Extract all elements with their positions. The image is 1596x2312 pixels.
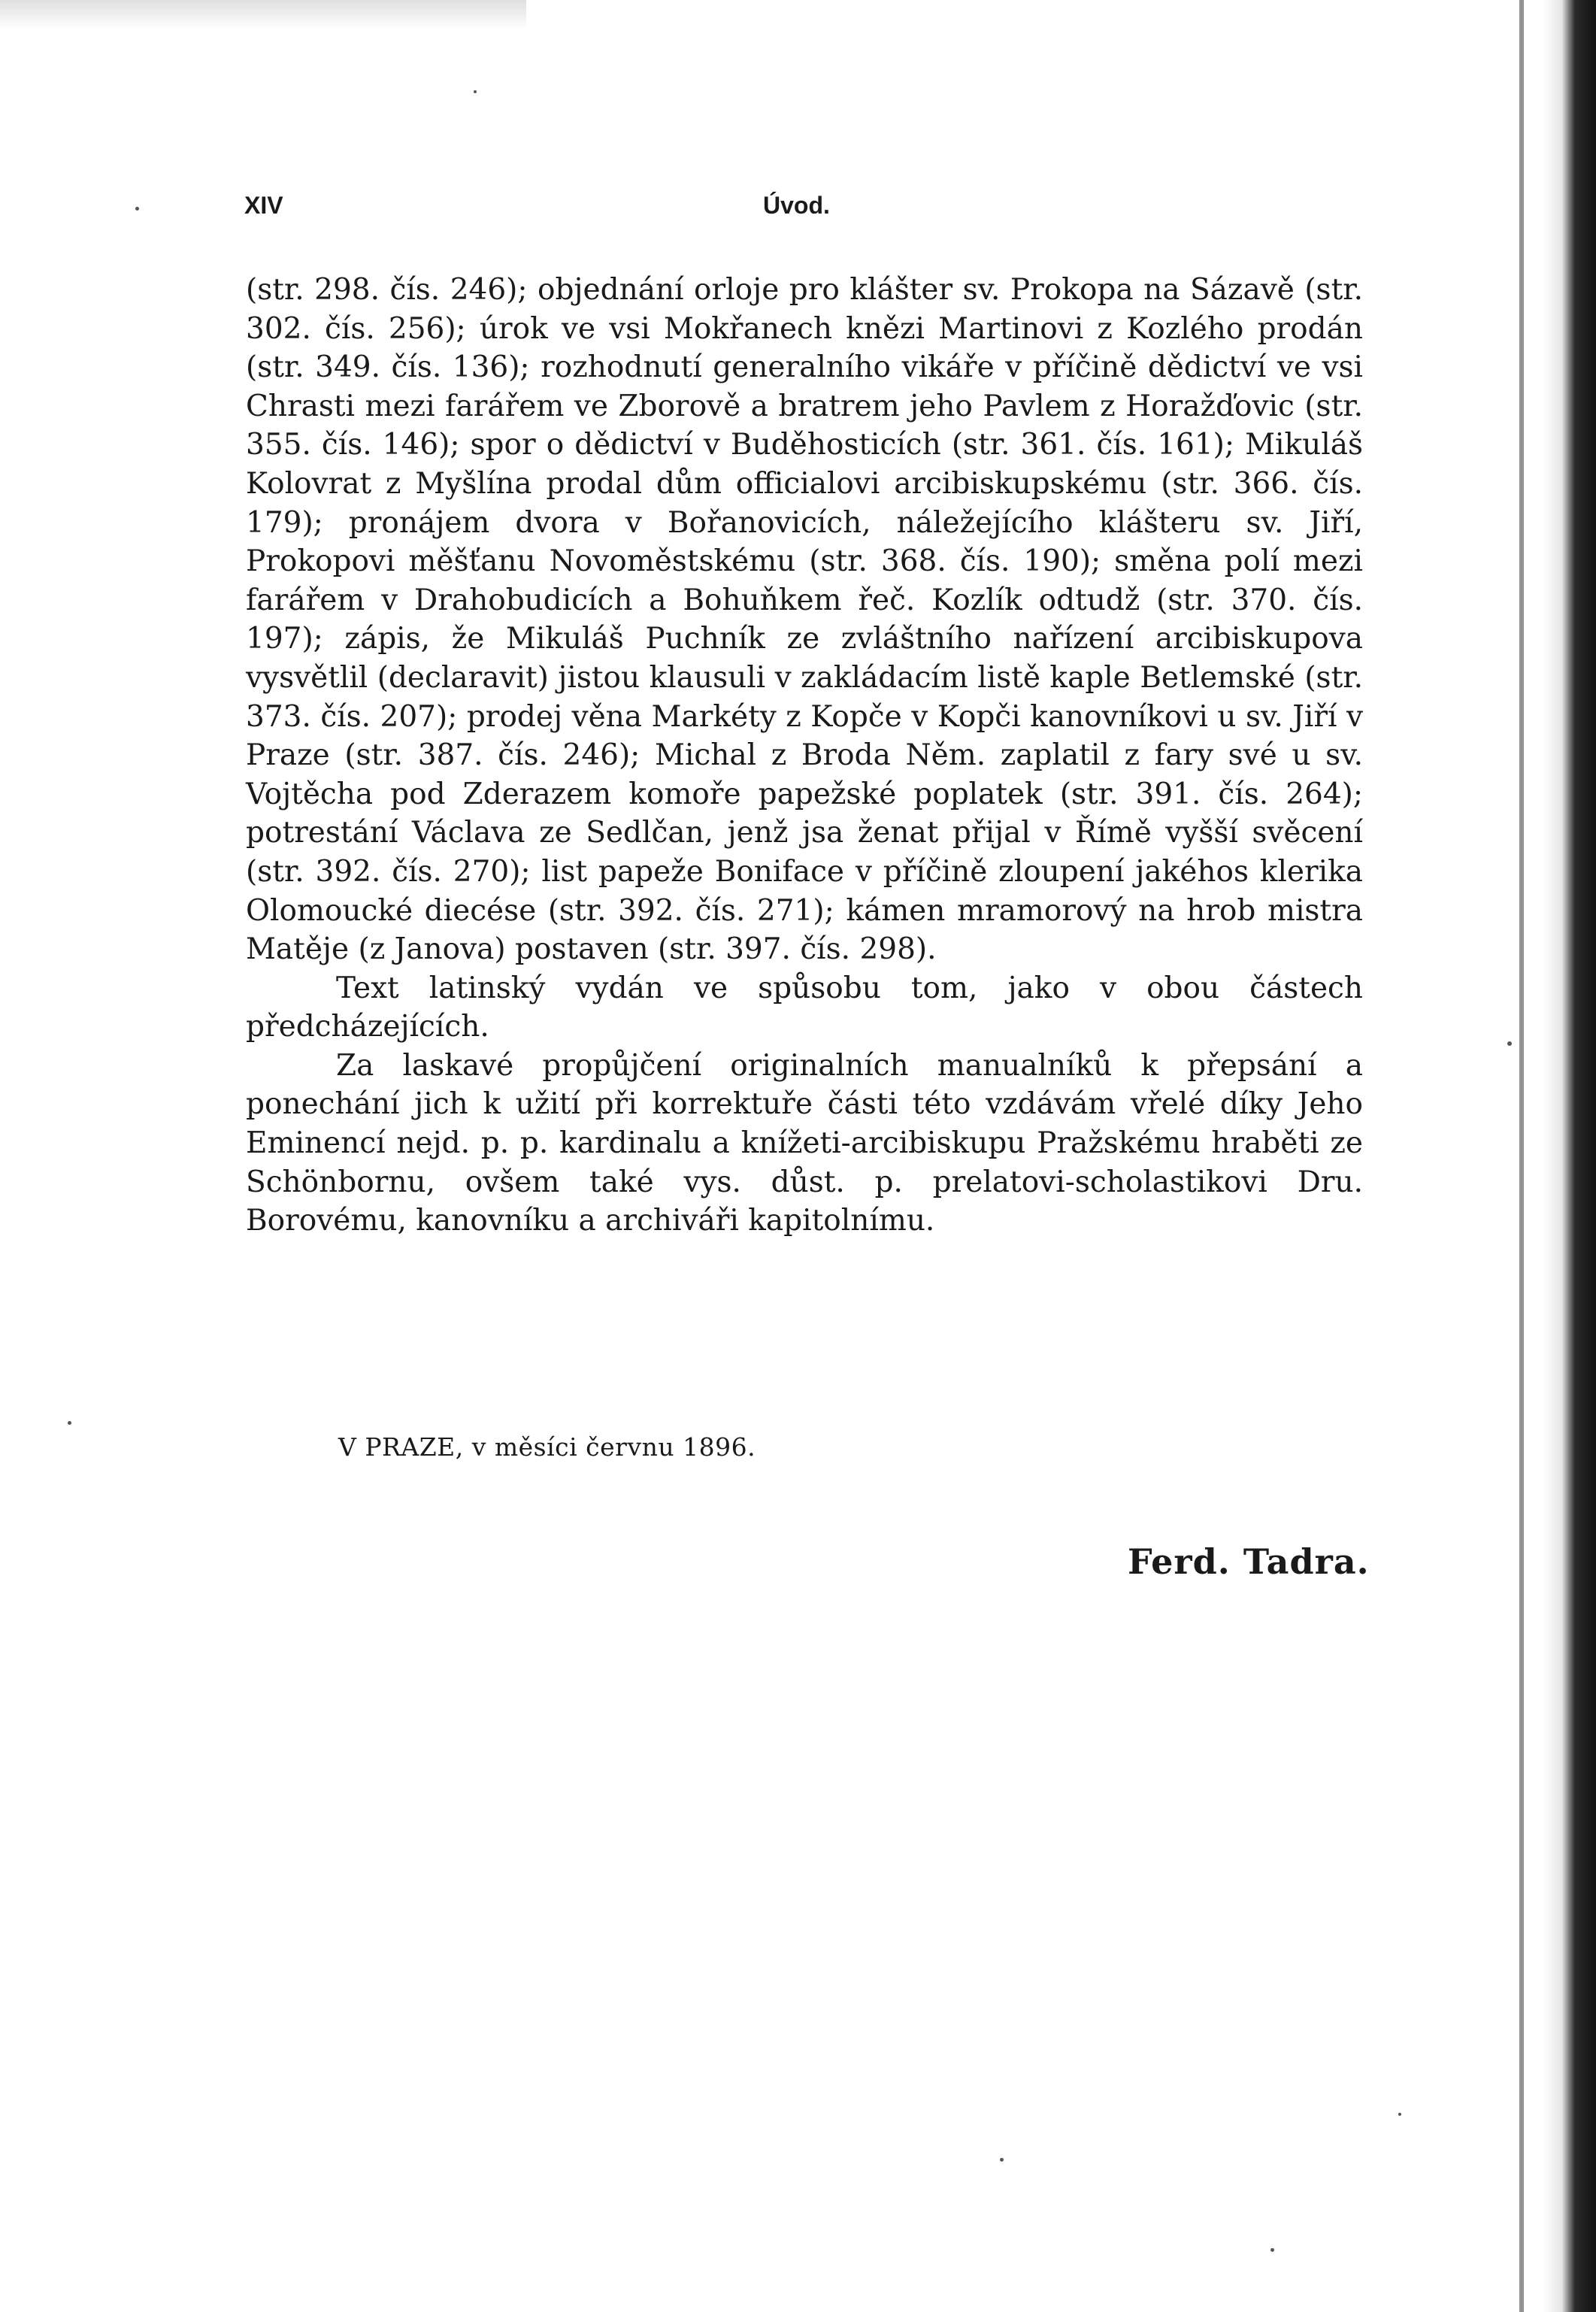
- paragraph-3: Za laskavé propůjčení originalních manualníků k přepsání a ponechání jich k užití při korrektuře části této vzdávám vřelé díky Jeho Eminencí nejd. p. p. kardinalu a knížeti-arcibiskupu Pražskému hraběti ze Schönbornu, ovšem také vys. důst. p. prelatovi-scholastikovi Dru. Borovému, kanovníku a archiváři kapitolnímu.: [246, 1048, 1363, 1238]
- scan-speck: [1507, 1041, 1512, 1046]
- page-header: [244, 192, 1342, 229]
- scan-edge-line: [1519, 0, 1524, 2312]
- scan-edge-shadow: [1543, 0, 1596, 2312]
- scan-speck: [1398, 2113, 1401, 2116]
- scan-speck: [68, 1421, 71, 1425]
- paragraph-1: (str. 298. čís. 246); objednání orloje pro klášter sv. Prokopa na Sázavě (str. 302. čís. 256); úrok ve vsi Mokřanech knězi Martinovi z Kozlého prodán (str. 349. čís. 136); rozhodnutí generalního vikáře v příčině dědictví ve vsi Chrasti mezi farářem ve Zborově a bratrem jeho Pavlem z Horažďovic (str. 355. čís. 146); spor o dědictví v Buděhosticích (str. 361. čís. 161); Mikuláš Kolovrat z Myšlína prodal dům officialovi arcibiskupskému (str. 366. čís. 179); pronájem dvora v Bořanovicích, náležejícího klášteru sv. Jiří, Prokopovi měšťanu Novoměstskému (str. 368. čís. 190); směna polí mezi farářem v Drahobudicích a Bohuňkem řeč. Kozlík odtudž (str. 370. čís. 197); zápis, že Mikuláš Puchník ze zvláštního nařízení arcibiskupova vysvětlil (declaravit) jistou klausuli v zakládacím listě kaple Betlemské (str. 373. čís. 207); prodej věna Markéty z Kopče v Kopči kanovníkovi u sv. Jiří v Praze (str. 387. čís. 246); Michal z Broda Něm. zaplatil z fary své u sv. Vojtěcha pod Zderazem komoře papežské poplatek (str. 391. čís. 264); potrestání Václava ze Sedlčan, jenž jsa ženat přijal v Římě vyšší svěcení (str. 392. čís. 270); list papeže Boniface v příčině zloupení jakéhos klerika Olomoucké diecése (str. 392. čís. 271); kámen mramorový na hrob mistra Matěje (z Janova) postaven (str. 397. čís. 298).: [246, 273, 1363, 967]
- running-head: Úvod.: [763, 192, 830, 219]
- scan-top-smudge: [0, 0, 526, 30]
- paragraph-2: Text latinský vydán ve spůsobu tom, jako v obou částech předcházejících.: [246, 971, 1363, 1044]
- scan-speck: [474, 90, 477, 93]
- body-text: [246, 271, 1363, 1241]
- page-number: XIV: [244, 192, 283, 219]
- dateline: V PRAZE, v měsíci červnu 1896.: [338, 1432, 756, 1462]
- scan-speck: [135, 207, 139, 211]
- signature: Ferd. Tadra.: [1128, 1541, 1370, 1582]
- scan-speck: [1270, 2248, 1274, 2252]
- scan-speck: [1000, 2158, 1004, 2162]
